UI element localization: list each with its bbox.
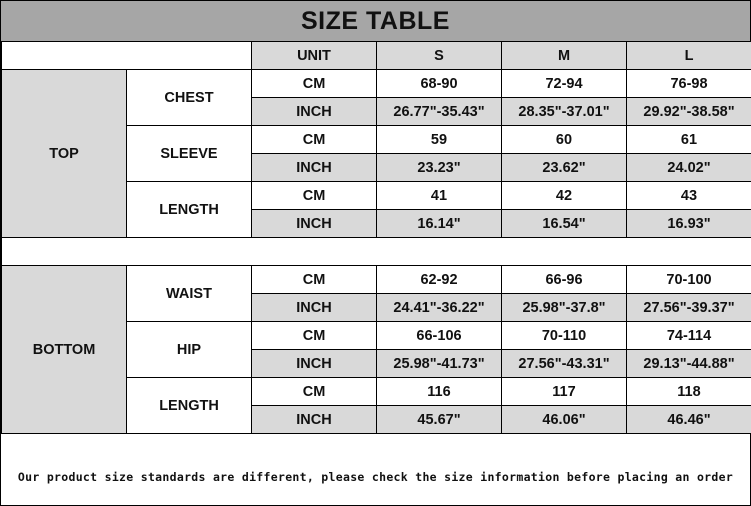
measure-label: CHEST <box>127 70 252 126</box>
header-size-s: S <box>377 42 502 70</box>
value-cell: 23.62" <box>502 154 627 182</box>
value-cell: 68-90 <box>377 70 502 98</box>
unit-cell: INCH <box>252 210 377 238</box>
unit-cell: INCH <box>252 350 377 378</box>
value-cell: 29.13"-44.88" <box>627 350 751 378</box>
value-cell: 46.06" <box>502 406 627 434</box>
value-cell: 42 <box>502 182 627 210</box>
value-cell: 59 <box>377 126 502 154</box>
unit-cell: INCH <box>252 406 377 434</box>
value-cell: 25.98"-41.73" <box>377 350 502 378</box>
value-cell: 70-100 <box>627 266 751 294</box>
measure-label: LENGTH <box>127 378 252 434</box>
value-cell: 117 <box>502 378 627 406</box>
value-cell: 43 <box>627 182 751 210</box>
value-cell: 16.93" <box>627 210 751 238</box>
unit-cell: CM <box>252 126 377 154</box>
header-unit-cell: UNIT <box>252 42 377 70</box>
value-cell: 16.14" <box>377 210 502 238</box>
measure-label: HIP <box>127 322 252 378</box>
spacer-cell <box>2 238 751 266</box>
value-cell: 118 <box>627 378 751 406</box>
measure-label: LENGTH <box>127 182 252 238</box>
size-table <box>1 41 751 434</box>
value-cell: 66-96 <box>502 266 627 294</box>
value-cell: 74-114 <box>627 322 751 350</box>
header-size-m: M <box>502 42 627 70</box>
value-cell: 60 <box>502 126 627 154</box>
value-cell: 46.46" <box>627 406 751 434</box>
section-spacer-row <box>2 238 751 266</box>
value-cell: 76-98 <box>627 70 751 98</box>
table-header-row <box>2 42 751 70</box>
value-cell: 28.35"-37.01" <box>502 98 627 126</box>
table-row <box>2 70 751 98</box>
unit-cell: CM <box>252 70 377 98</box>
unit-cell: INCH <box>252 294 377 322</box>
value-cell: 61 <box>627 126 751 154</box>
unit-cell: CM <box>252 322 377 350</box>
value-cell: 66-106 <box>377 322 502 350</box>
table-row <box>2 266 751 294</box>
value-cell: 27.56"-43.31" <box>502 350 627 378</box>
value-cell: 26.77"-35.43" <box>377 98 502 126</box>
value-cell: 41 <box>377 182 502 210</box>
size-disclaimer-note: Our product size standards are different, please check the size information before placing an order <box>17 469 734 484</box>
value-cell: 62-92 <box>377 266 502 294</box>
header-size-l: L <box>627 42 751 70</box>
value-cell: 72-94 <box>502 70 627 98</box>
header-blank-cell <box>2 42 252 70</box>
value-cell: 24.02" <box>627 154 751 182</box>
value-cell: 45.67" <box>377 406 502 434</box>
value-cell: 116 <box>377 378 502 406</box>
measure-label: SLEEVE <box>127 126 252 182</box>
value-cell: 24.41"-36.22" <box>377 294 502 322</box>
value-cell: 23.23" <box>377 154 502 182</box>
section-label-bottom: BOTTOM <box>2 266 127 434</box>
unit-cell: CM <box>252 182 377 210</box>
value-cell: 29.92"-38.58" <box>627 98 751 126</box>
value-cell: 70-110 <box>502 322 627 350</box>
measure-label: WAIST <box>127 266 252 322</box>
value-cell: 27.56"-39.37" <box>627 294 751 322</box>
unit-cell: INCH <box>252 154 377 182</box>
unit-cell: INCH <box>252 98 377 126</box>
page-title: SIZE TABLE <box>1 1 750 42</box>
unit-cell: CM <box>252 378 377 406</box>
value-cell: 25.98"-37.8" <box>502 294 627 322</box>
section-label-top: TOP <box>2 70 127 238</box>
value-cell: 16.54" <box>502 210 627 238</box>
unit-cell: CM <box>252 266 377 294</box>
